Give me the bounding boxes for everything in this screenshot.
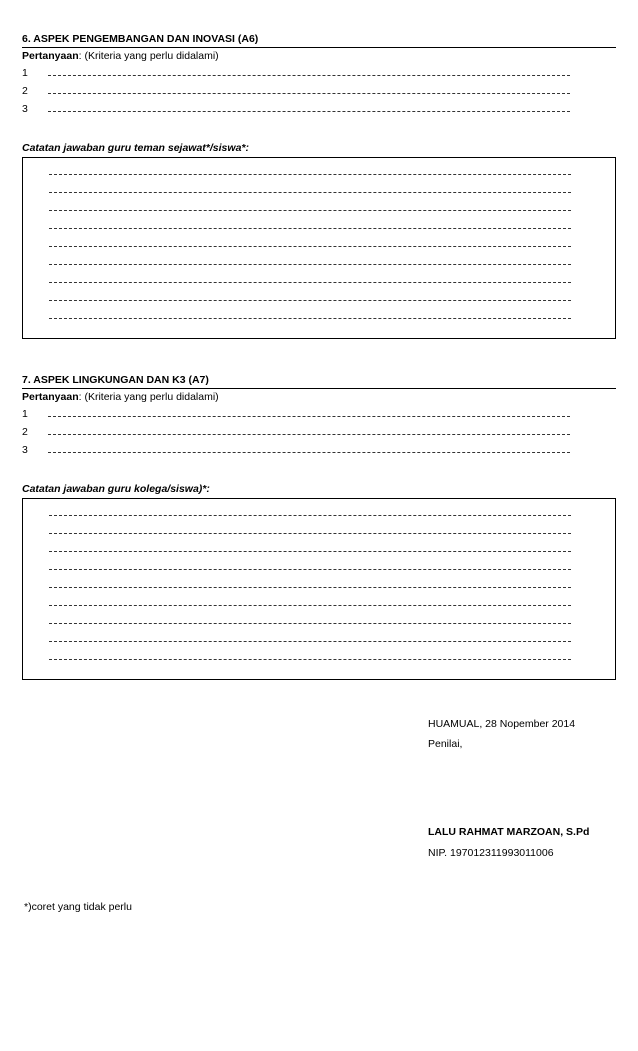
answer-line-3[interactable]	[48, 111, 570, 112]
section-6-note-title: Catatan jawaban guru teman sejawat*/siswa*:	[22, 142, 249, 154]
section-7-question-rows	[22, 407, 616, 459]
note-line	[49, 605, 571, 606]
note-line	[49, 551, 571, 552]
note-line	[49, 533, 571, 534]
section-6-title: 6. ASPEK PENGEMBANGAN DAN INOVASI (A6)	[22, 33, 259, 45]
note-line	[49, 623, 571, 624]
question-bold: Pertanyaan	[22, 50, 79, 62]
question-bold: Pertanyaan	[22, 391, 79, 403]
signature-role: Penilai,	[428, 738, 463, 750]
question-number-2: 2	[22, 85, 28, 97]
note-line	[49, 246, 571, 247]
note-line	[49, 300, 571, 301]
note-line	[49, 318, 571, 319]
footnote: *)coret yang tidak perlu	[24, 901, 132, 913]
answer-line-1[interactable]	[48, 75, 570, 76]
signature-name: LALU RAHMAT MARZOAN, S.Pd	[428, 826, 590, 838]
answer-line-1[interactable]	[48, 416, 570, 417]
note-line	[49, 659, 571, 660]
section-6-note-box[interactable]	[22, 157, 616, 339]
section-6-question-rows	[22, 66, 616, 118]
section-7-question-label	[22, 391, 616, 404]
section-7-note-title: Catatan jawaban guru kolega/siswa)*:	[22, 483, 210, 495]
signature-place-date: HUAMUAL, 28 Nopember 2014	[428, 718, 576, 730]
note-line	[49, 174, 571, 175]
note-line	[49, 282, 571, 283]
note-line	[49, 210, 571, 211]
question-rest: : (Kriteria yang perlu didalami)	[78, 50, 219, 62]
note-line	[49, 228, 571, 229]
section-6-question-label	[22, 50, 616, 63]
note-line	[49, 569, 571, 570]
section-7	[22, 374, 616, 495]
answer-line-3[interactable]	[48, 452, 570, 453]
note-line	[49, 641, 571, 642]
question-number-1: 1	[22, 408, 28, 420]
note-line	[49, 192, 571, 193]
section-6-rule	[22, 47, 616, 48]
section-7-rule	[22, 388, 616, 389]
note-line	[49, 264, 571, 265]
note-line	[49, 515, 571, 516]
section-6	[22, 33, 616, 154]
section-7-title: 7. ASPEK LINGKUNGAN DAN K3 (A7)	[22, 374, 209, 386]
question-number-1: 1	[22, 67, 28, 79]
note-line	[49, 587, 571, 588]
signature-nip: NIP. 197012311993011006	[428, 847, 554, 859]
question-rest: : (Kriteria yang perlu didalami)	[78, 391, 219, 403]
question-number-3: 3	[22, 103, 28, 115]
section-7-note-box[interactable]	[22, 498, 616, 680]
answer-line-2[interactable]	[48, 434, 570, 435]
question-number-3: 3	[22, 444, 28, 456]
question-number-2: 2	[22, 426, 28, 438]
answer-line-2[interactable]	[48, 93, 570, 94]
